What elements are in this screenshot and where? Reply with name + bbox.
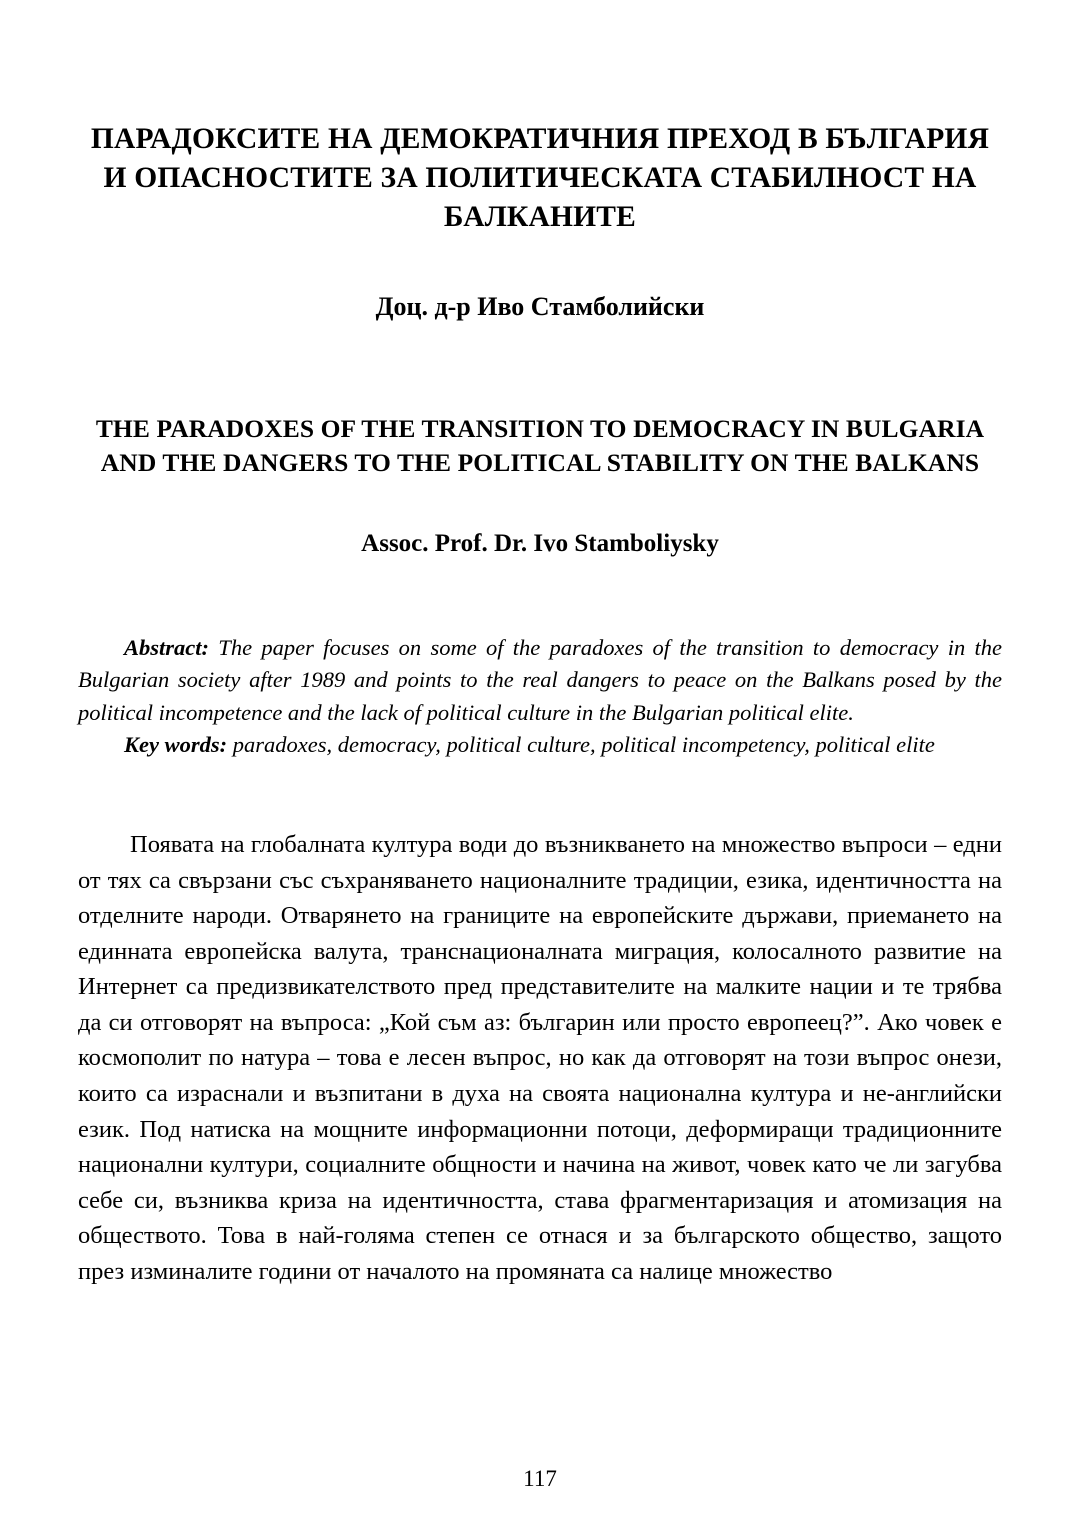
abstract-paragraph: [78, 632, 1002, 729]
author-english: Assoc. Prof. Dr. Ivo Stamboliysky: [361, 529, 719, 557]
author-bulgarian: Доц. д-р Иво Стамболийски: [375, 291, 705, 321]
body-section: [78, 827, 1002, 1289]
page-title-bulgarian: ПАРАДОКСИТЕ НА ДЕМОКРАТИЧНИЯ ПРЕХОД В БЪЛГАРИЯ И ОПАСНОСТИТЕ ЗА ПОЛИТИЧЕСКАТА СТАБИЛНОСТ НА БАЛКАНИТЕ: [90, 123, 990, 234]
keywords-paragraph: [78, 729, 1002, 761]
abstract-section: [78, 632, 1002, 762]
page-title-english: THE PARADOXES OF THE TRANSITION TO DEMOCRACY IN BULGARIA AND THE DANGERS TO THE POLITICAL STABILITY ON THE BALKANS: [95, 413, 985, 477]
page-number: 117: [523, 1466, 557, 1491]
abstract-text: The paper focuses on some of the paradoxes of the transition to democracy in the Bulgarian society after 1989 and points to the real dangers to peace on the Balkans posed by the political incompetence and the lack of political culture in the Bulgarian political elite.: [78, 634, 1002, 725]
keywords-text: paradoxes, democracy, political culture, political incompetency, political elite: [227, 731, 935, 757]
body-paragraph: Появата на глобалната култура води до възникването на множество въпроси – едни от тях са свързани със съхраняването националните традиции, езика, идентичността на отделните народи. Отварянето на границите на европейските държави, приемането на единната европейска валута, транснационалната миграция, колосалното развитие на Интернет са предизвикателството пред представителите на малките нации и те трябва да си отговорят на въпроса: „Кой съм аз: българин или просто европеец?”. Ако човек е космополит по натура – това е лесен въпрос, но как да отговорят на този въпрос онези, които са израснали и възпитани в духа на своята национална култура и не-английски език. Под натиска на мощните информационни потоци, деформиращи традиционните национални култури, социалните общности и начина на живот, човек като че ли загубва себе си, възниква криза на идентичността, става фрагментаризация и атомизация на обществото. Това в най-голяма степен се отнася и за българското общество, защото през изминалите години от началото на промяната са налице множество: [78, 831, 1002, 1285]
abstract-label: Abstract:: [124, 634, 210, 660]
keywords-label: Key words:: [124, 731, 228, 757]
